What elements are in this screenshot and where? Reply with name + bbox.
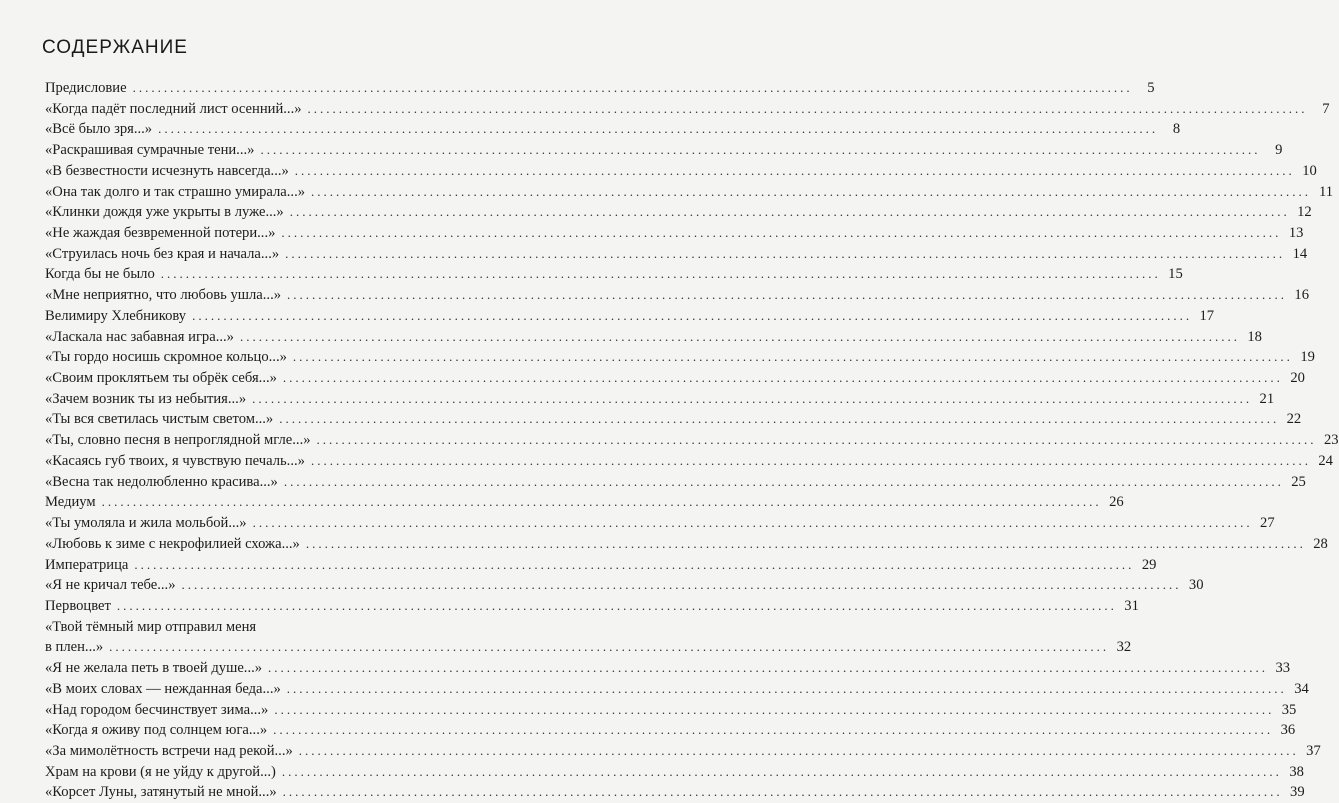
dot-leader: ................................................................................................................................................................: [292, 349, 1293, 365]
dot-leader: ................................................................................................................................................................: [273, 722, 1274, 738]
toc-entry-title: «Когда падёт последний лист осенний...»: [45, 100, 302, 117]
toc-entry-title: «Я не желала петь в твоей душе...»: [45, 660, 263, 677]
dot-leader: ................................................................................................................................................................: [282, 370, 1283, 386]
toc-entry-page-number: 25: [1291, 473, 1306, 490]
toc-entry: [45, 182, 1334, 203]
toc-entry: [45, 347, 1315, 368]
dot-leader: ................................................................................................................................................................: [283, 473, 1284, 489]
dot-leader: ................................................................................................................................................................: [260, 142, 1261, 158]
toc-entry-title: «В безвестности исчезнуть навсегда...»: [45, 162, 289, 179]
toc-entry: [45, 596, 1139, 617]
toc-entry-line: [45, 658, 1291, 679]
toc-entry-page-number: 31: [1124, 597, 1139, 614]
toc-entry-page-number: 30: [1188, 577, 1204, 594]
dot-leader: ................................................................................................................................................................: [281, 763, 1282, 779]
toc-entry-title: «Мне неприятно, что любовь ушла...»: [45, 287, 282, 304]
toc-entry: [45, 327, 1262, 348]
toc-entry: [45, 430, 1339, 451]
dot-leader: ................................................................................................................................................................: [310, 452, 1311, 468]
dot-leader: ................................................................................................................................................................: [116, 597, 1117, 613]
toc-entry-title: Храм на крови (я не уйду к другой...): [45, 763, 276, 780]
toc-entry: [45, 264, 1183, 285]
toc-entry-page-number: 5: [1147, 79, 1155, 96]
toc-entry-line: [45, 492, 1124, 513]
toc-entry: [45, 575, 1204, 596]
toc-entry-line: [45, 575, 1204, 596]
toc-entry-title: «Клинки дождя уже укрыты в луже...»: [45, 204, 284, 221]
toc-entry-page-number: 16: [1294, 287, 1310, 304]
toc-entry: [45, 161, 1317, 182]
dot-leader: ................................................................................................................................................................: [192, 307, 1193, 323]
toc-entry-page-number: 20: [1290, 370, 1305, 387]
toc-entry-title: «Над городом бесчинствует зима...»: [45, 701, 269, 718]
toc-entry-title: «Ты вся светилась чистым светом...»: [45, 411, 274, 428]
dot-leader: ................................................................................................................................................................: [181, 577, 1182, 593]
dot-leader: ................................................................................................................................................................: [285, 245, 1286, 261]
toc-entry-page-number: 12: [1297, 204, 1312, 221]
toc-entry: [45, 741, 1321, 762]
toc-entry-line: [45, 513, 1275, 534]
toc-entry: [45, 368, 1305, 389]
toc-entry: [45, 119, 1181, 140]
toc-entry-title: Императрица: [45, 556, 129, 573]
toc-entry-page-number: 21: [1259, 390, 1275, 407]
toc-entry: [45, 762, 1304, 783]
toc-list: [45, 78, 1339, 803]
toc-entry-page-number: 18: [1247, 328, 1262, 345]
toc-entry-line: [45, 368, 1305, 389]
dot-leader: ................................................................................................................................................................: [281, 225, 1282, 241]
toc-entry-line: [45, 244, 1308, 265]
toc-entry-line: [45, 679, 1309, 700]
toc-entry-line: [45, 596, 1139, 617]
toc-entry: [45, 451, 1333, 472]
toc-entry-title: в плен...»: [45, 639, 104, 656]
dot-leader: ................................................................................................................................................................: [252, 390, 1253, 406]
dot-leader: ................................................................................................................................................................: [132, 79, 1133, 95]
toc-entry: [45, 679, 1309, 700]
toc-entry-page-number: 17: [1199, 307, 1215, 324]
dot-leader: ................................................................................................................................................................: [158, 121, 1159, 137]
toc-entry-line: [45, 451, 1333, 472]
toc-entry: [45, 720, 1296, 741]
toc-entry-line: [45, 202, 1312, 223]
toc-entry: [45, 285, 1310, 306]
toc-entry-line: [45, 555, 1157, 576]
toc-entry: [45, 223, 1304, 244]
toc-entry-line: [45, 430, 1339, 451]
toc-entry-title: «Касаясь губ твоих, я чувствую печаль...»: [45, 452, 305, 469]
toc-entry-line: [45, 99, 1330, 120]
toc-entry: [45, 78, 1155, 99]
dot-leader: ................................................................................................................................................................: [268, 660, 1269, 676]
toc-entry-page-number: 28: [1313, 535, 1328, 552]
toc-entry-title: Велимиру Хлебникову: [45, 307, 187, 324]
toc-entry: [45, 534, 1328, 555]
toc-entry-title: «Раскрашивая сумрачные тени...»: [45, 142, 255, 159]
toc-entry-title: Первоцвет: [45, 597, 111, 614]
toc-entry-page-number: 32: [1116, 639, 1132, 656]
toc-entry-page-number: 8: [1172, 121, 1181, 138]
toc-entry: [45, 140, 1283, 161]
toc-entry: [45, 513, 1275, 534]
toc-entry: [45, 658, 1291, 679]
toc-entry-line: [45, 78, 1155, 99]
toc-entry-title: «Ты, словно песня в непроглядной мгле...»: [45, 432, 311, 449]
toc-entry-title: Предисловие: [45, 79, 127, 96]
toc-entry-page-number: 35: [1281, 701, 1297, 718]
toc-entry: [45, 492, 1124, 513]
toc-entry-line: [45, 285, 1310, 306]
toc-entry-line: [45, 223, 1304, 244]
toc-entry: [45, 472, 1306, 493]
toc-entry-page-number: 13: [1288, 225, 1304, 242]
toc-entry: [45, 617, 1132, 658]
toc-entry-page-number: 37: [1306, 743, 1321, 759]
dot-leader: ................................................................................................................................................................: [286, 680, 1287, 696]
toc-entry-line: [45, 782, 1305, 803]
toc-entry-line: [45, 741, 1321, 762]
toc-entry-page-number: 38: [1289, 763, 1304, 780]
toc-entry-line: [45, 534, 1328, 555]
toc-entry-page-number: 22: [1286, 411, 1302, 428]
dot-leader: ................................................................................................................................................................: [311, 183, 1312, 199]
dot-leader: ................................................................................................................................................................: [239, 328, 1240, 344]
dot-leader: ................................................................................................................................................................: [279, 411, 1280, 427]
toc-entry-title: «Когда я оживу под солнцем юга...»: [45, 722, 268, 739]
toc-entry-line: [45, 720, 1296, 741]
toc-entry-line: [45, 327, 1262, 348]
toc-entry-line: [45, 161, 1317, 182]
toc-entry-title: «Не жаждая безвременной потери...»: [45, 225, 276, 242]
toc-entry-title: Когда бы не было: [45, 266, 155, 283]
toc-entry-line: [45, 119, 1181, 140]
toc-entry: [45, 306, 1215, 327]
toc-entry-line: [45, 182, 1334, 203]
toc-entry-page-number: 7: [1322, 100, 1330, 117]
dot-leader: ................................................................................................................................................................: [305, 535, 1306, 551]
toc-entry-line: [45, 637, 1132, 658]
toc-entry-page-number: 15: [1168, 266, 1183, 283]
dot-leader: ................................................................................................................................................................: [282, 784, 1283, 800]
toc-entry: [45, 389, 1275, 410]
dot-leader: ................................................................................................................................................................: [289, 204, 1290, 220]
toc-entry-page-number: 11: [1318, 183, 1334, 200]
toc-entry-title: «Зачем возник ты из небытия...»: [45, 390, 247, 407]
toc-entry-line: [45, 347, 1315, 368]
toc-entry-title: «Струилась ночь без края и начала...»: [45, 245, 280, 262]
toc-entry-page-number: 14: [1292, 245, 1308, 262]
toc-entry-title: «Ты умоляла и жила мольбой...»: [45, 515, 247, 532]
toc-entry-page-number: 39: [1290, 784, 1305, 801]
dot-leader: ................................................................................................................................................................: [134, 556, 1135, 572]
toc-entry-title: «Ты гордо носишь скромное кольцо...»: [45, 349, 287, 366]
toc-entry-page-number: 24: [1318, 452, 1333, 469]
toc-entry-line: [45, 264, 1183, 285]
toc-entry-page-number: 26: [1109, 494, 1124, 511]
toc-entry: [45, 700, 1297, 721]
dot-leader: ................................................................................................................................................................: [160, 266, 1161, 282]
toc-entry: [45, 99, 1330, 120]
dot-leader: ................................................................................................................................................................: [109, 639, 1110, 655]
dot-leader: ................................................................................................................................................................: [101, 494, 1102, 510]
toc-entry-title: «Любовь к зиме с некрофилией схожа...»: [45, 535, 300, 552]
dot-leader: ................................................................................................................................................................: [252, 515, 1253, 531]
toc-entry-page-number: 10: [1302, 162, 1317, 179]
toc-entry-page-number: 33: [1275, 660, 1291, 677]
toc-entry-title: «Своим проклятьем ты обрёк себя...»: [45, 370, 277, 387]
toc-entry-page-number: 23: [1323, 432, 1339, 449]
toc-entry-title: «Весна так недолюбленно красива...»: [45, 473, 278, 490]
toc-entry-page-number: 19: [1300, 349, 1315, 366]
dot-leader: ................................................................................................................................................................: [307, 100, 1308, 116]
toc-entry-page-number: 36: [1280, 722, 1296, 739]
toc-heading: СОДЕРЖАНИЕ: [42, 37, 188, 58]
toc-entry-page-number: 9: [1275, 142, 1283, 159]
toc-entry-line: [45, 762, 1304, 783]
toc-entry-title: Медиум: [45, 494, 96, 511]
toc-entry-title: «Я не кричал тебе...»: [45, 577, 176, 594]
toc-entry-line: [45, 389, 1275, 410]
toc-entry-line: [45, 140, 1283, 161]
toc-entry-line: [45, 409, 1302, 430]
toc-entry-line: [45, 472, 1306, 493]
toc-entry: [45, 782, 1305, 803]
toc-entry-page-number: 34: [1294, 680, 1309, 697]
dot-leader: ................................................................................................................................................................: [316, 432, 1317, 448]
dot-leader: ................................................................................................................................................................: [298, 743, 1299, 758]
toc-entry: [45, 244, 1308, 265]
toc-entry-title: «Ласкала нас забавная игра...»: [45, 328, 234, 345]
toc-entry: [45, 202, 1312, 223]
toc-entry-title: «За мимолётность встречи над рекой...»: [45, 743, 293, 759]
dot-leader: ................................................................................................................................................................: [294, 162, 1295, 178]
toc-entry: [45, 410, 1302, 431]
dot-leader: ................................................................................................................................................................: [287, 287, 1288, 303]
toc-entry-line: [45, 306, 1215, 327]
toc-entry-title: «Она так долго и так страшно умирала...»: [45, 183, 306, 200]
dot-leader: ................................................................................................................................................................: [274, 701, 1275, 717]
toc-entry-title: «Корсет Луны, затянутый не мной...»: [45, 784, 277, 801]
toc-entry-page-number: 27: [1260, 515, 1275, 532]
toc-entry-title-line1: «Твой тёмный мир отправил меня: [45, 618, 257, 635]
toc-entry-title: «Всё было зря...»: [45, 121, 153, 138]
toc-entry: [45, 555, 1157, 576]
toc-entry-title: «В моих словах — нежданная беда...»: [45, 680, 281, 697]
toc-entry-page-number: 29: [1141, 556, 1157, 573]
toc-entry-line: [45, 700, 1297, 721]
